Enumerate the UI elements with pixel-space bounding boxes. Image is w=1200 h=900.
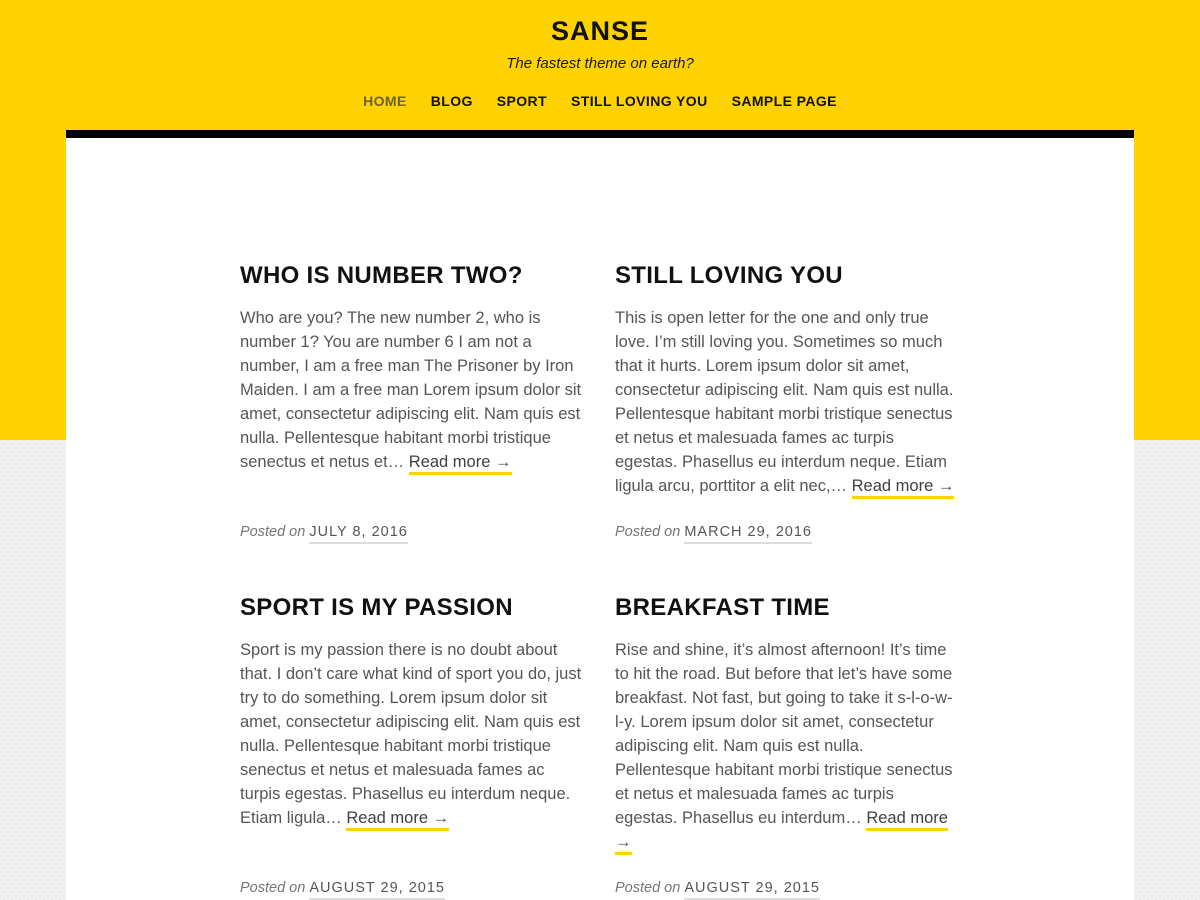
- post-article-sport-is-my-passion: [240, 594, 585, 896]
- arrow-right-icon: →: [432, 808, 450, 827]
- post-excerpt-text: This is open letter for the one and only true love. I’m still loving you. Sometimes so much that it hurts. Lorem ipsum dolor sit amet, consectetur adipiscing elit. Nam quis est nulla. Pellentesque habitant morbi tristique senectus et netus et malesuada fames ac turpis egestas. Phasellus eu interdum neque. Etiam ligula arcu, porttitor a elit nec,…: [615, 308, 954, 495]
- post-article-who-is-number-two: [240, 262, 585, 540]
- post-article-breakfast-time: [615, 594, 960, 896]
- posts-grid: [240, 138, 960, 896]
- post-excerpt: [615, 638, 960, 854]
- nav-item-sport[interactable]: SPORT: [496, 93, 548, 110]
- arrow-right-icon: →: [615, 832, 632, 851]
- read-more-link[interactable]: Read more →: [615, 809, 948, 855]
- posted-on-label: Posted on: [240, 523, 306, 540]
- nav-item-home[interactable]: HOME: [363, 93, 407, 110]
- posted-on-label: Posted on: [240, 879, 306, 896]
- post-title[interactable]: WHO IS NUMBER TWO?: [240, 262, 523, 289]
- post-excerpt-text: Rise and shine, it’s almost afternoon! It’s time to hit the road. But before that let’s have some breakfast. Not fast, but going to take it s-l-o-w-l-y. Lorem ipsum dolor sit amet, consectetur adipiscing elit. Nam quis est nulla. Pellentesque habitant morbi tristique senectus et netus et malesuada fames ac turpis egestas. Phasellus eu interdum…: [615, 640, 953, 827]
- nav-item-still-loving-you[interactable]: STILL LOVING YOU: [571, 93, 708, 110]
- post-excerpt-text: Who are you? The new number 2, who is number 1? You are number 6 I am not a number, I am a free man The Prisoner by Iron Maiden. I am a free man Lorem ipsum dolor sit amet, consectetur adipiscing elit. Nam quis est nulla. Pellentesque habitant morbi tristique senectus et netus et…: [240, 308, 582, 471]
- post-date-link[interactable]: AUGUST 29, 2015: [684, 880, 820, 900]
- read-more-link[interactable]: Read more →: [409, 453, 512, 475]
- entry-footer: [615, 854, 960, 896]
- post-title[interactable]: BREAKFAST TIME: [615, 593, 830, 621]
- nav-item-sample-page[interactable]: SAMPLE PAGE: [731, 93, 837, 110]
- posted-on-label: Posted on: [615, 879, 681, 896]
- main-nav: [66, 93, 1134, 110]
- post-title[interactable]: SPORT IS MY PASSION: [240, 593, 513, 621]
- post-article-still-loving-you: [615, 262, 960, 540]
- post-date-link[interactable]: AUGUST 29, 2015: [309, 880, 445, 900]
- post-excerpt: [240, 638, 585, 830]
- site-tagline: The fastest theme on earth?: [506, 55, 694, 73]
- read-more-link[interactable]: Read more →: [852, 477, 955, 499]
- content-area: [66, 138, 1134, 900]
- arrow-right-icon: →: [495, 452, 512, 471]
- entry-footer: [240, 498, 585, 540]
- entry-footer: [240, 854, 585, 896]
- posted-on-label: Posted on: [615, 523, 681, 540]
- site-title-link[interactable]: SANSE: [550, 16, 650, 46]
- content-top-border: [66, 130, 1134, 138]
- post-date-link[interactable]: MARCH 29, 2016: [684, 524, 812, 544]
- site-wrapper: [66, 0, 1134, 900]
- post-title[interactable]: STILL LOVING YOU: [615, 262, 843, 289]
- post-excerpt: [615, 306, 960, 498]
- entry-footer: [615, 498, 960, 540]
- post-excerpt: [240, 306, 585, 474]
- read-more-link[interactable]: Read more →: [346, 809, 449, 831]
- post-excerpt-text: Sport is my passion there is no doubt about that. I don’t care what kind of sport you do, just try to do something. Lorem ipsum dolor sit amet, consectetur adipiscing elit. Nam quis est nulla. Pellentesque habitant morbi tristique senectus et netus et malesuada fames ac turpis egestas. Phasellus eu interdum neque. Etiam ligula…: [240, 640, 582, 827]
- post-date-link[interactable]: JULY 8, 2016: [309, 524, 408, 544]
- arrow-right-icon: →: [937, 476, 955, 495]
- site-header: [66, 0, 1134, 130]
- nav-item-blog[interactable]: BLOG: [430, 93, 473, 110]
